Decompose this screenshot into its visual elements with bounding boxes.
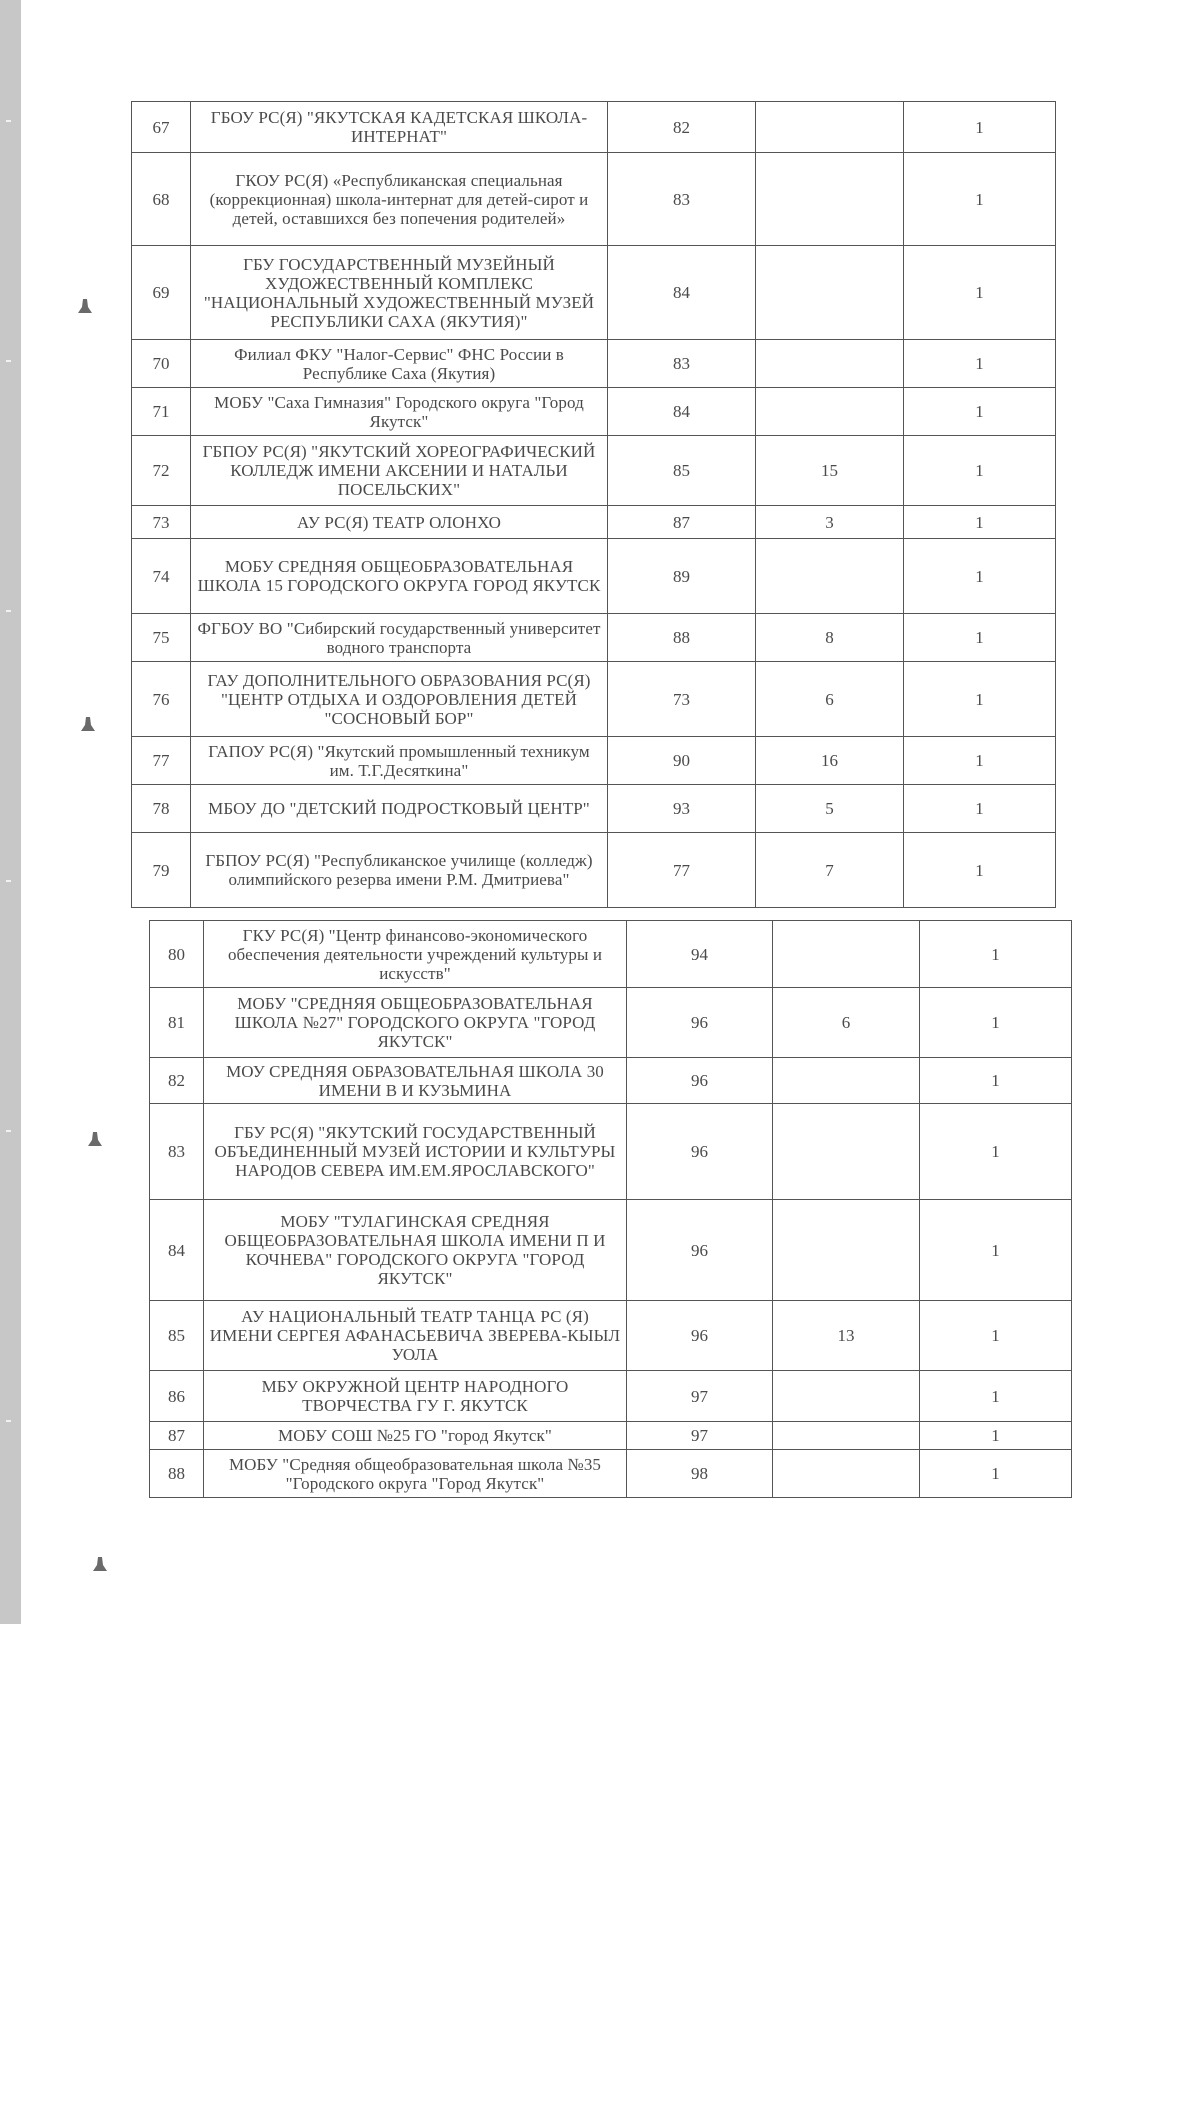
row-number-cell: 77 <box>132 737 191 785</box>
row-number-cell: 82 <box>150 1058 204 1104</box>
column-4-value-cell <box>773 1422 920 1450</box>
column-3-value-cell: 84 <box>608 246 756 340</box>
column-3-value-cell: 83 <box>608 153 756 246</box>
table-row <box>132 436 1056 506</box>
table-row <box>150 1422 1072 1450</box>
punch-hole-mark-icon <box>91 1556 109 1574</box>
table-row <box>150 1058 1072 1104</box>
column-5-value-cell: 1 <box>904 102 1056 153</box>
column-5-value-cell: 1 <box>904 436 1056 506</box>
table-row <box>132 737 1056 785</box>
column-3-value-cell: 96 <box>627 1301 773 1371</box>
column-4-value-cell: 5 <box>756 785 904 833</box>
column-5-value-cell: 1 <box>920 1371 1072 1422</box>
column-5-value-cell: 1 <box>920 1301 1072 1371</box>
table-row <box>150 1450 1072 1498</box>
row-number-cell: 68 <box>132 153 191 246</box>
row-number-cell: 72 <box>132 436 191 506</box>
row-number-cell: 83 <box>150 1104 204 1200</box>
column-3-value-cell: 93 <box>608 785 756 833</box>
column-4-value-cell <box>773 921 920 988</box>
organization-name-cell: МОБУ "Саха Гимназия" Городского округа "Город Якутск" <box>191 388 608 436</box>
organization-name-cell: МБУ ОКРУЖНОЙ ЦЕНТР НАРОДНОГО ТВОРЧЕСТВА ГУ Г. ЯКУТСК <box>204 1371 627 1422</box>
organization-name-cell: МОБУ СРЕДНЯЯ ОБЩЕОБРАЗОВАТЕЛЬНАЯ ШКОЛА 15 ГОРОДСКОГО ОКРУГА ГОРОД ЯКУТСК <box>191 539 608 614</box>
column-3-value-cell: 97 <box>627 1422 773 1450</box>
table-row <box>150 1301 1072 1371</box>
row-number-cell: 81 <box>150 988 204 1058</box>
column-4-value-cell: 3 <box>756 506 904 539</box>
table-row <box>132 340 1056 388</box>
table-row <box>132 662 1056 737</box>
table-row <box>132 102 1056 153</box>
table-row <box>132 614 1056 662</box>
row-number-cell: 74 <box>132 539 191 614</box>
table-row <box>150 988 1072 1058</box>
table-row <box>132 833 1056 908</box>
row-number-cell: 76 <box>132 662 191 737</box>
punch-hole-mark-icon <box>76 298 94 316</box>
organization-name-cell: МОБУ "Средняя общеобразовательная школа №35 "Городского округа "Город Якутск" <box>204 1450 627 1498</box>
row-number-cell: 71 <box>132 388 191 436</box>
column-4-value-cell <box>773 1200 920 1301</box>
row-number-cell: 88 <box>150 1450 204 1498</box>
column-5-value-cell: 1 <box>920 1450 1072 1498</box>
row-number-cell: 84 <box>150 1200 204 1301</box>
column-4-value-cell <box>756 246 904 340</box>
table-row <box>132 506 1056 539</box>
organization-name-cell: АУ РС(Я) ТЕАТР ОЛОНХО <box>191 506 608 539</box>
organization-name-cell: МОБУ "ТУЛАГИНСКАЯ СРЕДНЯЯ ОБЩЕОБРАЗОВАТЕЛЬНАЯ ШКОЛА ИМЕНИ П И КОЧНЕВА" ГОРОДСКОГО ОКРУГА "ГОРОД ЯКУТСК" <box>204 1200 627 1301</box>
organization-name-cell: МОБУ СОШ №25 ГО "город Якутск" <box>204 1422 627 1450</box>
column-5-value-cell: 1 <box>920 1104 1072 1200</box>
column-5-value-cell: 1 <box>904 506 1056 539</box>
column-4-value-cell <box>773 1450 920 1498</box>
column-4-value-cell: 6 <box>756 662 904 737</box>
column-3-value-cell: 82 <box>608 102 756 153</box>
row-number-cell: 75 <box>132 614 191 662</box>
column-5-value-cell: 1 <box>904 340 1056 388</box>
organization-name-cell: ГБПОУ РС(Я) "Республиканское училище (колледж) олимпийского резерва имени Р.М. Дмитриева" <box>191 833 608 908</box>
column-4-value-cell <box>756 153 904 246</box>
column-4-value-cell <box>756 539 904 614</box>
organization-name-cell: МБОУ ДО "ДЕТСКИЙ ПОДРОСТКОВЫЙ ЦЕНТР" <box>191 785 608 833</box>
column-5-value-cell: 1 <box>904 785 1056 833</box>
column-5-value-cell: 1 <box>904 153 1056 246</box>
organization-name-cell: МОБУ "СРЕДНЯЯ ОБЩЕОБРАЗОВАТЕЛЬНАЯ ШКОЛА №27" ГОРОДСКОГО ОКРУГА "ГОРОД ЯКУТСК" <box>204 988 627 1058</box>
organization-name-cell: ГБУ ГОСУДАРСТВЕННЫЙ МУЗЕЙНЫЙ ХУДОЖЕСТВЕННЫЙ КОМПЛЕКС "НАЦИОНАЛЬНЫЙ ХУДОЖЕСТВЕННЫЙ МУЗЕЙ РЕСПУБЛИКИ САХА (ЯКУТИЯ)" <box>191 246 608 340</box>
table-row <box>132 388 1056 436</box>
column-3-value-cell: 96 <box>627 1200 773 1301</box>
column-3-value-cell: 73 <box>608 662 756 737</box>
organization-name-cell: ГАУ ДОПОЛНИТЕЛЬНОГО ОБРАЗОВАНИЯ РС(Я) "ЦЕНТР ОТДЫХА И ОЗДОРОВЛЕНИЯ ДЕТЕЙ "СОСНОВЫЙ БОР" <box>191 662 608 737</box>
column-4-value-cell <box>773 1371 920 1422</box>
organization-name-cell: ГКОУ РС(Я) «Республиканская специальная (коррекционная) школа-интернат для детей-сирот и детей, оставшихся без попечения родителей» <box>191 153 608 246</box>
column-3-value-cell: 90 <box>608 737 756 785</box>
column-4-value-cell: 13 <box>773 1301 920 1371</box>
row-number-cell: 86 <box>150 1371 204 1422</box>
column-5-value-cell: 1 <box>920 1200 1072 1301</box>
row-number-cell: 87 <box>150 1422 204 1450</box>
row-number-cell: 69 <box>132 246 191 340</box>
table-row <box>150 1200 1072 1301</box>
column-5-value-cell: 1 <box>920 921 1072 988</box>
punch-hole-mark-icon <box>86 1131 104 1149</box>
column-3-value-cell: 87 <box>608 506 756 539</box>
organization-name-cell: МОУ СРЕДНЯЯ ОБРАЗОВАТЕЛЬНАЯ ШКОЛА 30 ИМЕНИ В И КУЗЬМИНА <box>204 1058 627 1104</box>
column-4-value-cell <box>756 340 904 388</box>
column-3-value-cell: 97 <box>627 1371 773 1422</box>
column-3-value-cell: 77 <box>608 833 756 908</box>
organization-name-cell: Филиал ФКУ "Налог-Сервис" ФНС России в Республике Саха (Якутия) <box>191 340 608 388</box>
organization-name-cell: ГБОУ РС(Я) "ЯКУТСКАЯ КАДЕТСКАЯ ШКОЛА-ИНТЕРНАТ" <box>191 102 608 153</box>
column-5-value-cell: 1 <box>904 614 1056 662</box>
column-5-value-cell: 1 <box>904 246 1056 340</box>
organization-name-cell: ГБУ РС(Я) "ЯКУТСКИЙ ГОСУДАРСТВЕННЫЙ ОБЪЕДИНЕННЫЙ МУЗЕЙ ИСТОРИИ И КУЛЬТУРЫ НАРОДОВ СЕВЕРА ИМ.ЕМ.ЯРОСЛАВСКОГО" <box>204 1104 627 1200</box>
column-3-value-cell: 84 <box>608 388 756 436</box>
column-3-value-cell: 98 <box>627 1450 773 1498</box>
table-row <box>150 921 1072 988</box>
column-5-value-cell: 1 <box>920 1422 1072 1450</box>
column-4-value-cell: 16 <box>756 737 904 785</box>
column-4-value-cell: 8 <box>756 614 904 662</box>
table-row <box>132 785 1056 833</box>
row-number-cell: 80 <box>150 921 204 988</box>
column-3-value-cell: 85 <box>608 436 756 506</box>
column-4-value-cell <box>756 388 904 436</box>
row-number-cell: 70 <box>132 340 191 388</box>
organizations-table-upper <box>131 101 1056 908</box>
column-5-value-cell: 1 <box>904 539 1056 614</box>
organization-name-cell: АУ НАЦИОНАЛЬНЫЙ ТЕАТР ТАНЦА РС (Я) ИМЕНИ СЕРГЕЯ АФАНАСЬЕВИЧА ЗВЕРЕВА-КЫЫЛ УОЛА <box>204 1301 627 1371</box>
column-3-value-cell: 96 <box>627 988 773 1058</box>
organization-name-cell: ГБПОУ РС(Я) "ЯКУТСКИЙ ХОРЕОГРАФИЧЕСКИЙ КОЛЛЕДЖ ИМЕНИ АКСЕНИИ И НАТАЛЬИ ПОСЕЛЬСКИХ" <box>191 436 608 506</box>
column-3-value-cell: 88 <box>608 614 756 662</box>
column-5-value-cell: 1 <box>904 662 1056 737</box>
organization-name-cell: ФГБОУ ВО "Сибирский государственный университет водного транспорта <box>191 614 608 662</box>
column-3-value-cell: 94 <box>627 921 773 988</box>
row-number-cell: 79 <box>132 833 191 908</box>
column-3-value-cell: 83 <box>608 340 756 388</box>
column-4-value-cell <box>773 1058 920 1104</box>
column-4-value-cell <box>756 102 904 153</box>
column-4-value-cell: 7 <box>756 833 904 908</box>
table-row <box>150 1104 1072 1200</box>
row-number-cell: 73 <box>132 506 191 539</box>
column-5-value-cell: 1 <box>904 833 1056 908</box>
row-number-cell: 78 <box>132 785 191 833</box>
column-4-value-cell: 15 <box>756 436 904 506</box>
row-number-cell: 67 <box>132 102 191 153</box>
table-row <box>150 1371 1072 1422</box>
column-5-value-cell: 1 <box>904 737 1056 785</box>
column-5-value-cell: 1 <box>904 388 1056 436</box>
organization-name-cell: ГКУ РС(Я) "Центр финансово-экономического обеспечения деятельности учреждений культуры и искусств" <box>204 921 627 988</box>
organizations-table-lower <box>149 920 1072 1498</box>
column-3-value-cell: 96 <box>627 1058 773 1104</box>
row-number-cell: 85 <box>150 1301 204 1371</box>
punch-hole-mark-icon <box>79 716 97 734</box>
column-3-value-cell: 96 <box>627 1104 773 1200</box>
scan-edge-shadow <box>0 0 21 1624</box>
table-row <box>132 153 1056 246</box>
column-5-value-cell: 1 <box>920 988 1072 1058</box>
table-row <box>132 246 1056 340</box>
column-3-value-cell: 89 <box>608 539 756 614</box>
organization-name-cell: ГАПОУ РС(Я) "Якутский промышленный техникум им. Т.Г.Десяткина" <box>191 737 608 785</box>
column-4-value-cell: 6 <box>773 988 920 1058</box>
column-5-value-cell: 1 <box>920 1058 1072 1104</box>
column-4-value-cell <box>773 1104 920 1200</box>
table-row <box>132 539 1056 614</box>
